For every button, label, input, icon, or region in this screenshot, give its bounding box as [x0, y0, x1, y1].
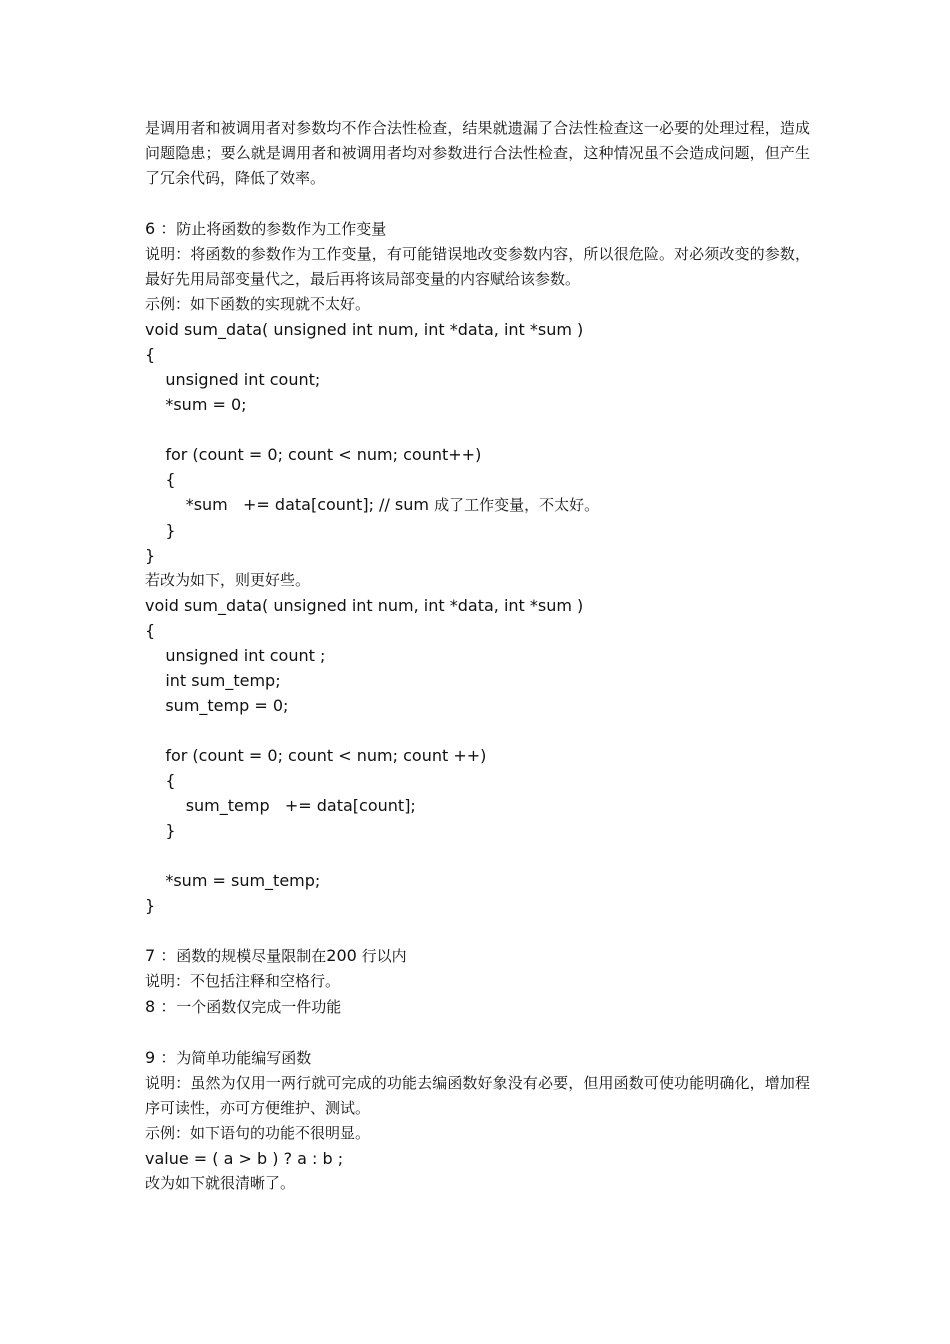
code-line: void sum_data( unsigned int num, int *data, int *sum ) [145, 320, 584, 339]
spacer [145, 918, 810, 943]
code-line: for (count = 0; count < num; count++) [145, 445, 482, 464]
rule-7-explanation: 说明：不包括注释和空格行。 [145, 972, 341, 990]
rule-6-title: 防止将函数的参数作为工作变量 [176, 220, 387, 238]
rule-6-heading [145, 216, 810, 242]
code-line: { [145, 771, 176, 790]
rule-8-title: 一个函数仅完成一件功能 [176, 998, 342, 1016]
code-line: } [145, 521, 176, 540]
code-line: for (count = 0; count < num; count ++) [145, 746, 487, 765]
good-code-block [145, 593, 810, 918]
document-body [145, 116, 810, 1196]
spacer [145, 191, 810, 216]
code-line: sum_temp += data[count]; [145, 796, 416, 815]
bad-code-block [145, 317, 810, 568]
code-line: { [145, 345, 156, 364]
code-line: *sum = sum_temp; [145, 871, 321, 890]
rule-9-example-label: 示例：如下语句的功能不很明显。 [145, 1124, 371, 1142]
rule-9-explanation: 说明：虽然为仅用一两行就可完成的功能去编函数好象没有必要，但用函数可使功能明确化，增加程序可读性，亦可方便维护、测试。 [145, 1074, 810, 1117]
rule-7-title: 函数的规模尽量限制在 [176, 947, 327, 965]
code-line-blank [145, 843, 810, 868]
rule-7-limit: 200 [326, 946, 357, 965]
rule-7-heading [145, 943, 810, 969]
code-line: } [145, 546, 156, 565]
code-line: void sum_data( unsigned int num, int *data, int *sum ) [145, 596, 584, 615]
code-line: { [145, 470, 176, 489]
rule-8-heading [145, 994, 810, 1020]
code-line-with-comment [145, 492, 810, 518]
code-line: int sum_temp; [145, 671, 281, 690]
code-line: sum_temp = 0; [145, 696, 289, 715]
code-line: unsigned int count ; [145, 646, 326, 665]
rule-6-better-label: 若改为如下，则更好些。 [145, 571, 311, 589]
rule-6-example-label: 示例：如下函数的实现就不太好。 [145, 295, 371, 313]
rule-9-code-line: value = ( a > b ) ? a : b ; [145, 1149, 344, 1168]
rule-6-number: 6 ： [145, 219, 177, 238]
code-line: { [145, 621, 156, 640]
code-text: *sum += data[count]; // sum [145, 495, 435, 514]
rule-7-title-suffix: 行以内 [356, 947, 407, 965]
spacer [145, 1020, 810, 1045]
rule-8-number: 8 ： [145, 997, 177, 1016]
rule-9-number: 9 ： [145, 1048, 177, 1067]
code-comment: 成了工作变量，不太好。 [434, 496, 600, 514]
code-line: *sum = 0; [145, 395, 247, 414]
code-line-blank [145, 718, 810, 743]
intro-paragraph: 是调用者和被调用者对参数均不作合法性检查，结果就遗漏了合法性检查这一必要的处理过程，造成问题隐患；要么就是调用者和被调用者均对参数进行合法性检查，这种情况虽不会造成问题，但产生了冗余代码，降低了效率。 [145, 119, 810, 187]
rule-7-number: 7 ： [145, 946, 177, 965]
rule-6-explanation: 说明：将函数的参数作为工作变量，有可能错误地改变参数内容，所以很危险。对必须改变的参数，最好先用局部变量代之，最后再将该局部变量的内容赋给该参数。 [145, 245, 810, 288]
code-line: unsigned int count; [145, 370, 321, 389]
code-line-blank [145, 417, 810, 442]
rule-9-after-label: 改为如下就很清晰了。 [145, 1174, 296, 1192]
rule-9-heading [145, 1045, 810, 1071]
code-line: } [145, 821, 176, 840]
rule-9-title: 为简单功能编写函数 [176, 1049, 312, 1067]
code-line: } [145, 896, 156, 915]
